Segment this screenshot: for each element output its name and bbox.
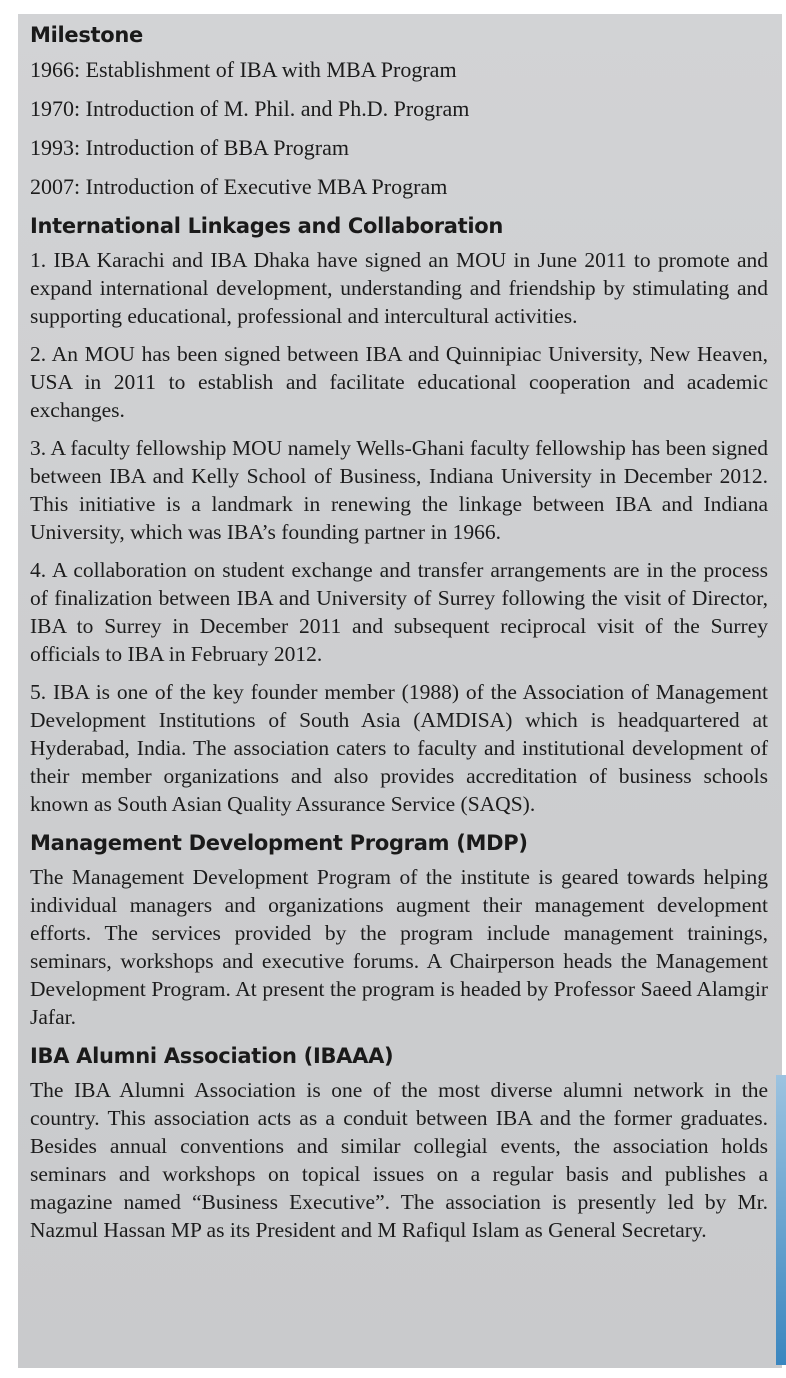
linkage-paragraph: 4. A collaboration on student exchange and transfer arrangements are in the process of finalization between IBA and University of Surrey following the visit of Director, IBA to Surrey in December 2011 and subsequent reciprocal visit of the Surrey officials to IBA in February 2012. bbox=[30, 558, 768, 666]
milestone-heading: Milestone bbox=[30, 23, 143, 47]
alumni-paragraph: The IBA Alumni Association is one of the most diverse alumni network in the country. This association acts as a conduit between IBA and the former graduates. Besides annual conventions and similar collegial events, the association holds seminars and workshops on topical issues on a regular basis and publishes a magazine named “Business Executive”. The association is presently led by Mr. Nazmul Hassan MP as its President and M Rafiqul Islam as General Secretary. bbox=[30, 1078, 768, 1242]
milestone-item: 2007: Introduction of Executive MBA Program bbox=[30, 174, 448, 199]
alumni-heading: IBA Alumni Association (IBAAA) bbox=[30, 1044, 394, 1068]
linkage-paragraph: 2. An MOU has been signed between IBA and Quinnipiac University, New Heaven, USA in 2011 to establish and facilitate educational cooperation and academic exchanges. bbox=[30, 342, 768, 422]
milestone-item: 1993: Introduction of BBA Program bbox=[30, 135, 349, 160]
milestone-item: 1970: Introduction of M. Phil. and Ph.D. Program bbox=[30, 96, 470, 121]
milestone-item: 1966: Establishment of IBA with MBA Program bbox=[30, 57, 457, 82]
mdp-heading: Management Development Program (MDP) bbox=[30, 831, 528, 855]
linkage-paragraph: 3. A faculty fellowship MOU namely Wells-Ghani faculty fellowship has been signed between IBA and Kelly School of Business, Indiana University in December 2012. This initiative is a landmark in renewing the linkage between IBA and Indiana University, which was IBA’s founding partner in 1966. bbox=[30, 436, 768, 544]
mdp-paragraph: The Management Development Program of the institute is geared towards helping individual managers and organizations augment their management development efforts. The services provided by the program include management trainings, seminars, workshops and executive forums. A Chairperson heads the Management Development Program. At present the program is headed by Professor Saeed Alamgir Jafar. bbox=[30, 865, 768, 1029]
linkage-paragraph: 5. IBA is one of the key founder member (1988) of the Association of Management Development Institutions of South Asia (AMDISA) which is headquartered at Hyderabad, India. The association caters to faculty and institutional development of their member organizations and also provides accreditation of business schools known as South Asian Quality Assurance Service (SAQS). bbox=[30, 680, 768, 816]
content-panel bbox=[18, 14, 782, 1368]
linkage-paragraph: 1. IBA Karachi and IBA Dhaka have signed an MOU in June 2011 to promote and expand international development, understanding and friendship by stimulating and supporting educational, professional and intercultural activities. bbox=[30, 248, 768, 328]
linkages-heading: International Linkages and Collaboration bbox=[30, 214, 504, 238]
milestone-list bbox=[30, 50, 768, 206]
decorative-accent-bar bbox=[776, 1075, 786, 1365]
